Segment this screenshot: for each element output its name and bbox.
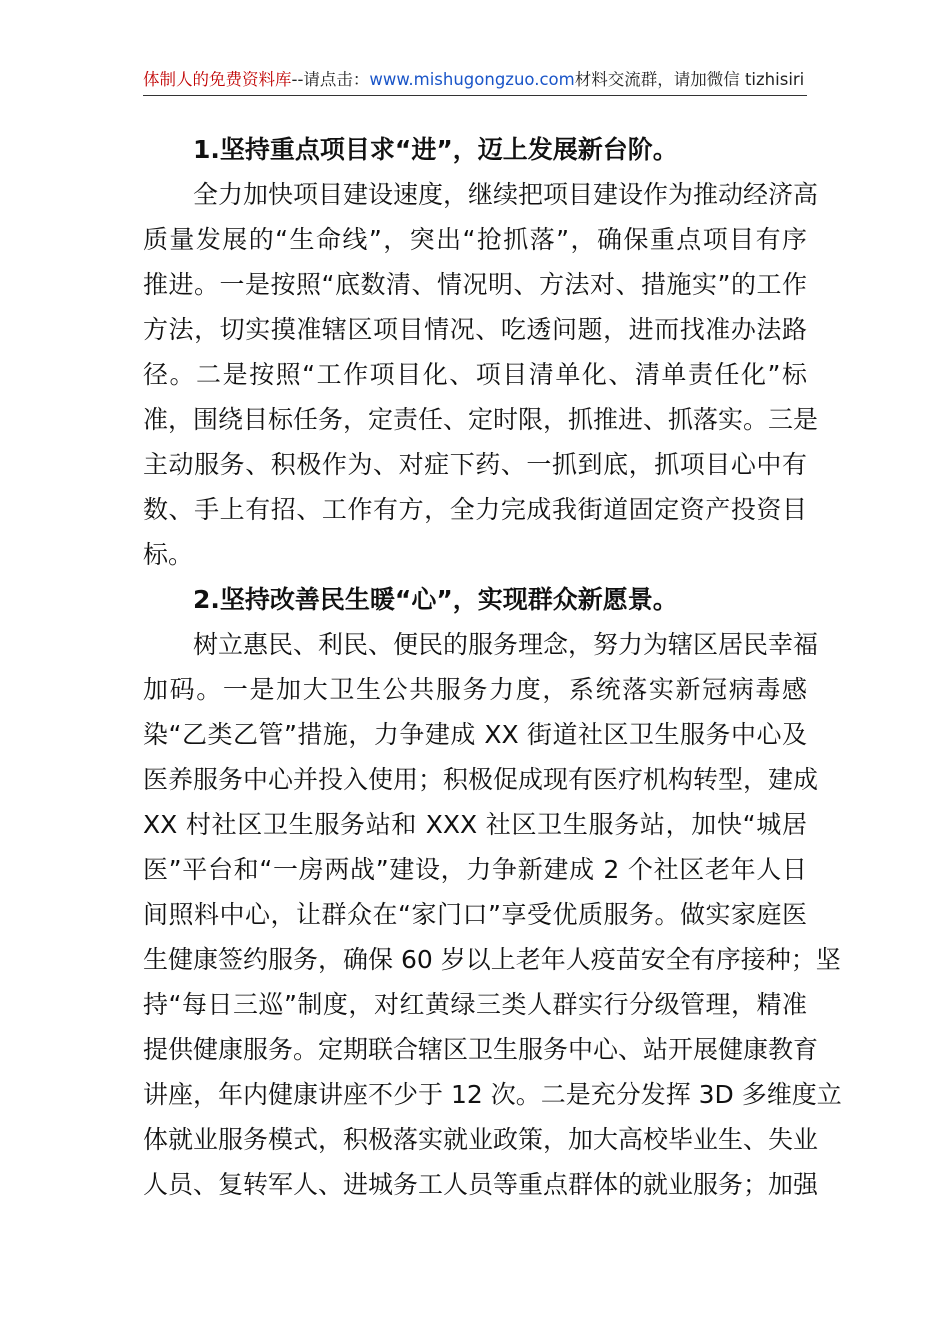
page-header (143, 68, 807, 92)
paragraph-line: 质量发展的“生命线”，突出“抢抓落”，确保重点项目有序 (143, 225, 807, 254)
paragraph-line: 医”平台和“一房两战”建设，力争新建成 2 个社区老年人日 (143, 855, 807, 884)
paragraph-line: 推进。一是按照“底数清、情况明、方法对、措施实”的工作 (143, 270, 807, 299)
paragraph-line: 数、手上有招、工作有方，全力完成我街道固定资产投资目 (143, 495, 807, 524)
section-heading-2: 2.坚持改善民生暖“心”，实现群众新愿景。 (193, 585, 678, 614)
header-brand: 体制人的免费资料库 (143, 70, 292, 89)
paragraph-line: 持“每日三巡”制度，对红黄绿三类人群实行分级管理，精准 (143, 990, 807, 1019)
paragraph-line: 提供健康服务。定期联合辖区卫生服务中心、站开展健康教育 (143, 1035, 819, 1064)
paragraph-line: 标。 (143, 540, 194, 569)
paragraph-line: 树立惠民、利民、便民的服务理念，努力为辖区居民幸福 (193, 630, 819, 659)
paragraph-line: XX 村社区卫生服务站和 XXX 社区卫生服务站，加快“城居 (143, 810, 807, 839)
paragraph-line: 体就业服务模式，积极落实就业政策，加大高校毕业生、失业 (143, 1125, 819, 1154)
paragraph-line: 方法，切实摸准辖区项目情况、吃透问题，进而找准办法路 (143, 315, 807, 344)
paragraph-line: 主动服务、积极作为、对症下药、一抓到底，抓项目心中有 (143, 450, 807, 479)
header-divider (143, 95, 807, 96)
section-heading-1: 1.坚持重点项目求“进”，迈上发展新台阶。 (193, 135, 678, 164)
header-url-link[interactable]: www.mishugongzuo.com (369, 70, 575, 89)
paragraph-line: 生健康签约服务，确保 60 岁以上老年人疫苗安全有序接种；坚 (143, 945, 841, 974)
paragraph-line: 准，围绕目标任务，定责任、定时限，抓推进、抓落实。三是 (143, 405, 819, 434)
paragraph-line: 人员、复转军人、进城务工人员等重点群体的就业服务；加强 (143, 1170, 819, 1199)
paragraph-line: 加码。一是加大卫生公共服务力度，系统落实新冠病毒感 (143, 675, 807, 704)
header-tail: 材料交流群，请加微信 tizhisiri (574, 70, 805, 89)
paragraph-line: 讲座，年内健康讲座不少于 12 次。二是充分发挥 3D 多维度立 (143, 1080, 842, 1109)
paragraph-line: 医养服务中心并投入使用；积极促成现有医疗机构转型，建成 (143, 765, 819, 794)
paragraph-line: 染“乙类乙管”措施，力争建成 XX 街道社区卫生服务中心及 (143, 720, 807, 749)
header-prompt: --请点击： (291, 70, 370, 89)
paragraph-line: 间照料中心，让群众在“家门口”享受优质服务。做实家庭医 (143, 900, 807, 929)
paragraph-line: 径。二是按照“工作项目化、项目清单化、清单责任化”标 (143, 360, 807, 389)
paragraph-line: 全力加快项目建设速度，继续把项目建设作为推动经济高 (193, 180, 819, 209)
